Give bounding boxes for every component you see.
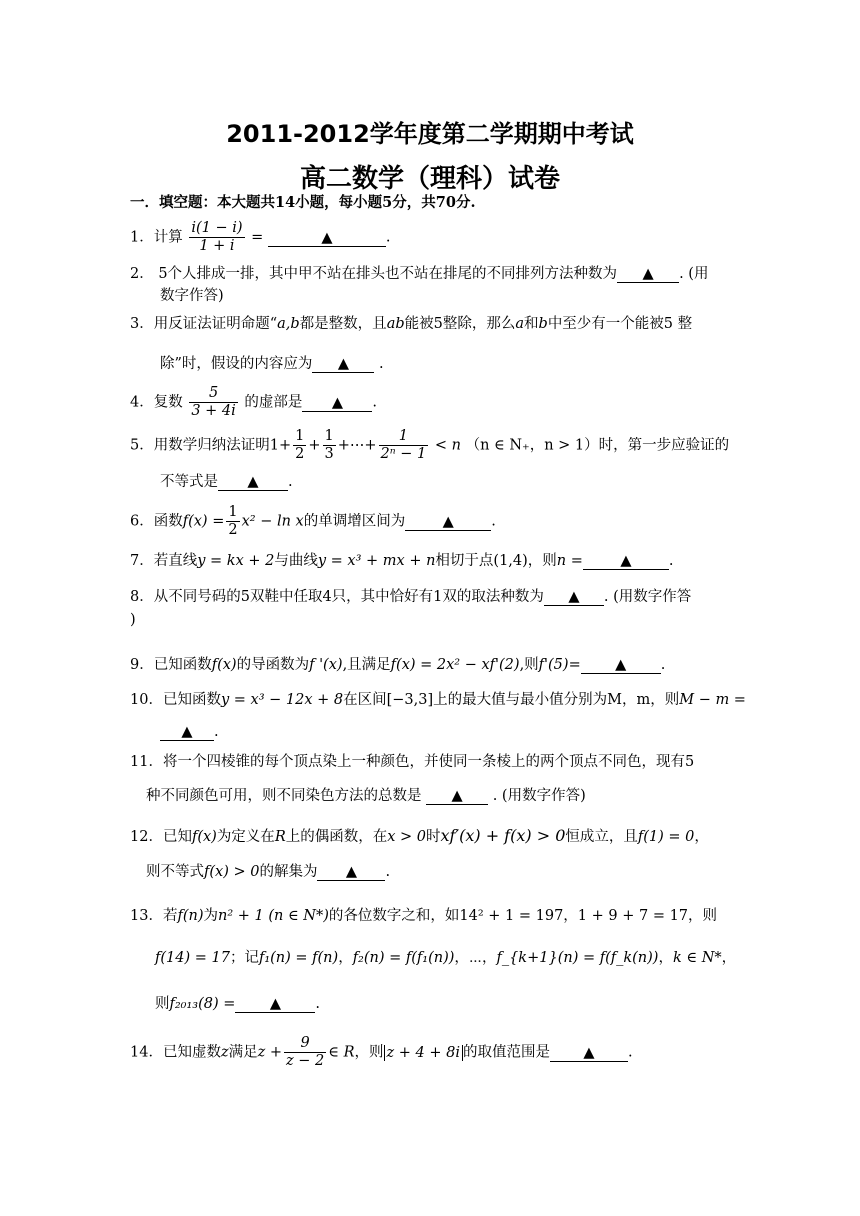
question-3: 3．用反证法证明命题“a,b都是整数，且ab能被5整除，那么a和b中至少有一个能被5 整 (130, 316, 693, 332)
answer-blank: ▲ (268, 230, 386, 247)
question-6: 6．函数f(x) = $\frac{1}{2}$ x² − ln x的单调增区间为 ▲ . (130, 504, 496, 538)
question-12: 12．已知f(x)为定义在R上的偶函数，在x > 0时xf′(x) + f(x) > 0恒成立，且f(1) = 0， (130, 826, 709, 845)
question-5-cont: 不等式是 ▲ . (160, 474, 293, 490)
answer-blank: ▲ (317, 864, 385, 881)
exam-title: 2011-2012学年度第二学期期中考试 (226, 120, 634, 148)
question-10: 10．已知函数y = x³ − 12x + 8在区间[−3,3]上的最大值与最小值分别为M，m，则M − m = (130, 692, 746, 708)
answer-blank: ▲ (581, 657, 661, 674)
question-4: 4．复数 $\frac{5}{3 + 4i}$ 的虚部是 ▲ . (130, 385, 378, 419)
q1-fraction: $\frac{i(1 - i)}{1 + i}$ (191, 220, 243, 254)
question-1: 1．计算 $\frac{i(1 - i)}{1 + i}$ = ▲ . (130, 220, 391, 254)
answer-blank: ▲ (312, 356, 374, 373)
question-12-cont: 则不等式f(x) > 0的解集为 ▲ . (146, 864, 391, 880)
answer-blank: ▲ (160, 724, 214, 741)
abs-expression: z + 4 + 8i (384, 1045, 463, 1061)
exam-subtitle: 高二数学（理科）试卷 (299, 164, 560, 194)
answer-blank: ▲ (405, 514, 491, 531)
question-11-cont: 种不同颜色可用，则不同染色方法的总数是 ▲ . (用数字作答) (146, 788, 586, 804)
answer-blank: ▲ (583, 553, 669, 570)
question-13-cont: f(14) = 17；记f₁(n) = f(n)，f₂(n) = f(f₁(n))，⋯，f_{k+1}(n) = f(f_k(n))，k ∈ N*， (155, 950, 737, 966)
answer-blank: ▲ (544, 589, 604, 606)
question-2: 2． 5个人排成一排，其中甲不站在排头也不站在排尾的不同排列方法种数为 ▲ . (用 (130, 266, 709, 282)
question-7: 7．若直线y = kx + 2与曲线y = x³ + mx + n相切于点(1,4)，则n = ▲ . (130, 553, 674, 569)
question-5: 5．用数学归纳法证明1+ $\frac{1}{2}$ + $\frac{1}{3}$ +⋯+ $\frac{1}{\text{2ⁿ − 1}}$ < n （n ∈ N₊，n > 1）时，第一步应验证的 (130, 428, 730, 462)
question-8: 8．从不同号码的5双鞋中任取4只，其中恰好有1双的取法种数为 ▲ . (用数字作答 (130, 589, 692, 605)
question-2-cont: 数字作答) (160, 288, 224, 304)
question-10-cont: ▲ . (160, 722, 219, 742)
answer-blank: ▲ (302, 395, 372, 412)
answer-blank: ▲ (218, 474, 288, 491)
question-8-cont: ) (130, 612, 136, 628)
question-14: 14．已知虚数z满足z + $\frac{9}{z - 2}$ ∈ R，则 z + 4 + 8i 的取值范围是 ▲ . (130, 1035, 633, 1069)
section-heading: 一．填空题：本大题共14小题，每小题5分，共70分. (130, 194, 476, 211)
question-13-cont2: 则f₂₀₁₃(8) = ▲ . (155, 996, 321, 1012)
answer-blank: ▲ (617, 266, 679, 283)
question-3-cont: 除”时，假设的内容应为 ▲ . (160, 356, 384, 372)
answer-blank: ▲ (235, 996, 315, 1013)
answer-blank: ▲ (426, 788, 488, 805)
question-9: 9．已知函数f(x)的导函数为f '(x),且满足f(x) = 2x² − xf'(2),则f'(5)= ▲ . (130, 657, 666, 673)
question-11: 11．将一个四棱锥的每个顶点染上一种颜色，并使同一条棱上的两个顶点不同色，现有5 (130, 754, 695, 770)
answer-blank: ▲ (550, 1045, 628, 1062)
question-13: 13．若f(n)为n² + 1 (n ∈ N*)的各位数字之和，如14² + 1 = 197，1 + 9 + 7 = 17，则 (130, 908, 718, 924)
